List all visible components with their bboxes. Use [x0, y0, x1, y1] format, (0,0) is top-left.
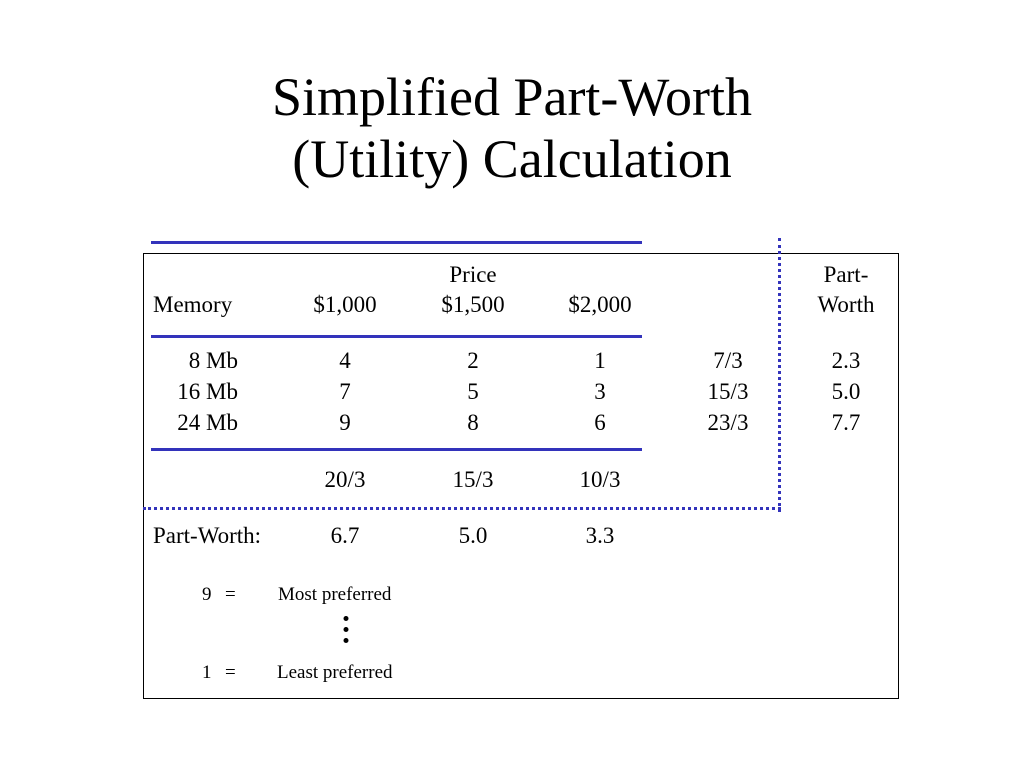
slide-title — [0, 66, 1024, 190]
column-average: 10/3 — [579, 467, 621, 492]
column-average: 20/3 — [324, 467, 366, 492]
row-part-worth: 2.3 — [831, 348, 861, 373]
top-rule — [151, 241, 642, 244]
table-cell: 6 — [594, 410, 606, 435]
row-average: 23/3 — [707, 410, 749, 435]
table-cell: 7 — [339, 379, 351, 404]
legend-bottom-text: Least preferred — [277, 662, 393, 683]
vertical-ellipsis-icon — [344, 616, 349, 649]
memory-header: Memory — [153, 292, 233, 317]
legend-bottom-equals: = — [225, 662, 236, 683]
row-part-worth: 7.7 — [831, 410, 861, 435]
title-line-1: Simplified Part-Worth — [271, 67, 753, 127]
price-part-worth: 5.0 — [458, 523, 488, 548]
vertical-dotted-rule — [778, 238, 781, 512]
table-cell: 2 — [467, 348, 479, 373]
table-cell: 4 — [339, 348, 351, 373]
table-row-memory: 8 Mb — [188, 348, 238, 373]
table-cell: 1 — [594, 348, 606, 373]
title-line-2: (Utility) Calculation — [292, 129, 732, 189]
horizontal-dotted-rule — [143, 507, 781, 510]
table-row-memory: 16 Mb — [177, 379, 238, 404]
part-worth-row-label: Part-Worth: — [153, 523, 262, 548]
legend-top-equals: = — [225, 584, 236, 605]
part-worth-header-line-1: Part- — [823, 262, 869, 287]
price-part-worth: 6.7 — [330, 523, 360, 548]
legend-top-text: Most preferred — [278, 584, 392, 605]
column-average: 15/3 — [452, 467, 494, 492]
header-rule — [151, 335, 642, 338]
legend-top-value: 9 — [202, 584, 212, 605]
legend-bottom-value: 1 — [202, 662, 212, 683]
row-part-worth: 5.0 — [831, 379, 861, 404]
table-cell: 9 — [339, 410, 351, 435]
row-average: 15/3 — [707, 379, 749, 404]
part-worth-header-line-2: Worth — [817, 292, 875, 317]
price-header: Price — [449, 262, 497, 287]
table-row-memory: 24 Mb — [177, 410, 238, 435]
price-level-1: $1,000 — [313, 292, 377, 317]
row-average: 7/3 — [713, 348, 743, 373]
price-level-3: $2,000 — [568, 292, 632, 317]
table-cell: 3 — [594, 379, 606, 404]
table-frame — [143, 253, 899, 699]
price-level-2: $1,500 — [441, 292, 505, 317]
table-cell: 8 — [467, 410, 479, 435]
table-cell: 5 — [467, 379, 479, 404]
price-part-worth: 3.3 — [585, 523, 615, 548]
body-rule — [151, 448, 642, 451]
